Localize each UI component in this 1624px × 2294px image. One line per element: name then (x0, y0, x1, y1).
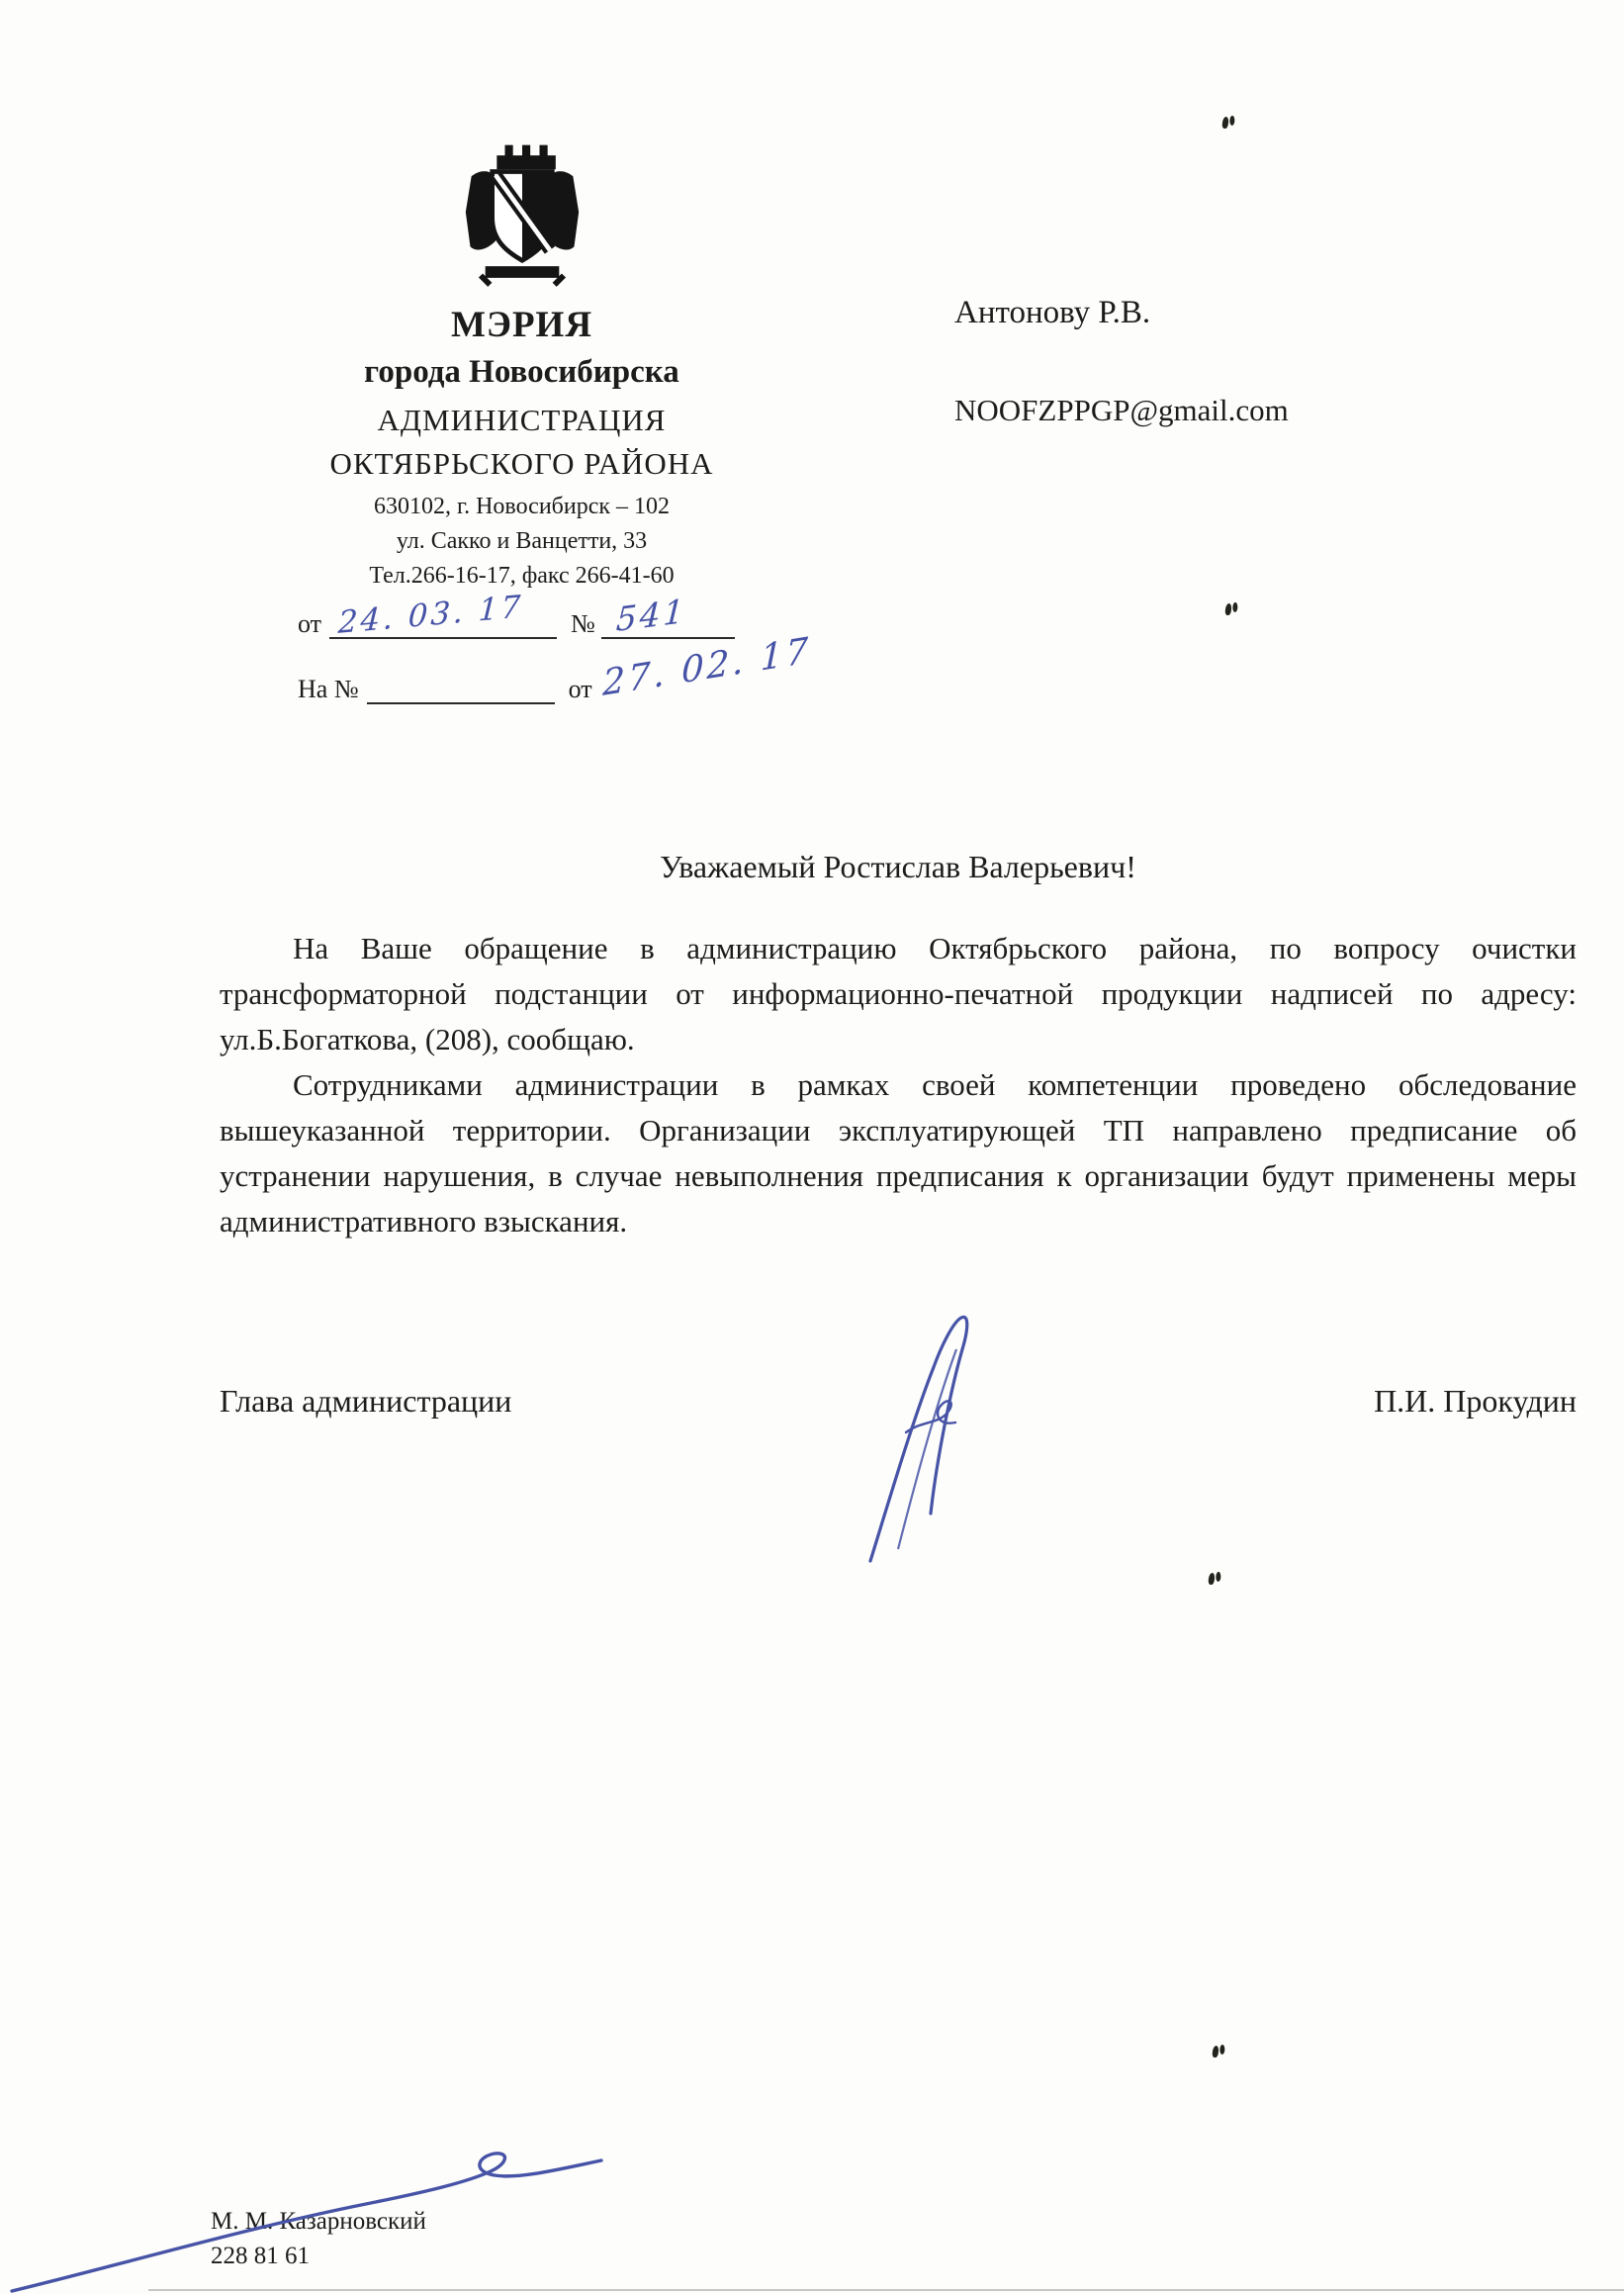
scan-edge-shadow (148, 2289, 1624, 2291)
recipient-name: Антонову Р.В. (954, 295, 1151, 330)
number-label: № (571, 609, 595, 638)
handwritten-date: 24. 03. 17 (337, 589, 524, 641)
date-label: от (298, 609, 322, 638)
scan-artifact (1208, 1573, 1216, 1586)
outgoing-number-row (232, 589, 811, 641)
executor-phone: 228 81 61 (211, 2243, 310, 2269)
signer-name: П.И. Прокудин (1374, 1383, 1577, 1419)
paragraph-2: Сотрудниками администрации в рамках своей компетенции проведено обследование вышеуказанной территории. Организации эксплуатирующей ТП направлено предписание об устранении нарушения, в случае невыполнения предписания к организации будут применены меры административного взыскания. (220, 1067, 1577, 1239)
paragraph-1: На Ваше обращение в администрацию Октябрьского района, по вопросу очистки трансформаторной подстанции от информационно-печатной продукции надписей по адресу: ул.Б.Богаткова, (208), сообщаю. (220, 931, 1577, 1056)
ref-label: На № (298, 675, 359, 703)
number-line (601, 591, 735, 639)
recipient-email: NOOFZPPGP@gmail.com (954, 393, 1289, 427)
signer-title: Глава администрации (220, 1383, 512, 1419)
handwritten-signature (841, 1306, 1019, 1573)
org-phone-line: Тел.266-16-17, факс 266-41-60 (369, 563, 675, 589)
handwritten-number: 541 (614, 591, 688, 639)
org-address-line2: ул. Сакко и Ванцетти, 33 (396, 528, 648, 554)
date-line (329, 589, 557, 641)
org-name-line1: МЭРИЯ (450, 305, 593, 345)
pen-flourish (0, 2117, 633, 2294)
scan-artifact (1212, 2046, 1219, 2059)
letterhead (232, 137, 811, 704)
scan-artifact (1224, 603, 1232, 616)
scan-artifact (1221, 117, 1229, 130)
reference-number-row (232, 630, 811, 704)
org-name-line2: города Новосибирска (364, 354, 679, 390)
handwritten-ref-date: 27. 02. 17 (601, 630, 811, 704)
org-address-line1: 630102, г. Новосибирск – 102 (373, 494, 671, 519)
org-name-line4: ОКТЯБРЬСКОГО РАЙОНА (329, 446, 714, 481)
ref-number-line (367, 669, 555, 704)
executor-name: М. М. Казарновский (211, 2208, 426, 2235)
org-name-line3: АДМИНИСТРАЦИЯ (377, 403, 667, 437)
novosibirsk-coat-of-arms-icon (453, 137, 591, 290)
ref-date-line (598, 630, 811, 704)
ref-date-label: от (568, 675, 592, 703)
recipient-block (954, 295, 1289, 428)
salutation: Уважаемый Ростислав Валерьевич! (660, 849, 1136, 884)
letter-body (220, 926, 1577, 1244)
